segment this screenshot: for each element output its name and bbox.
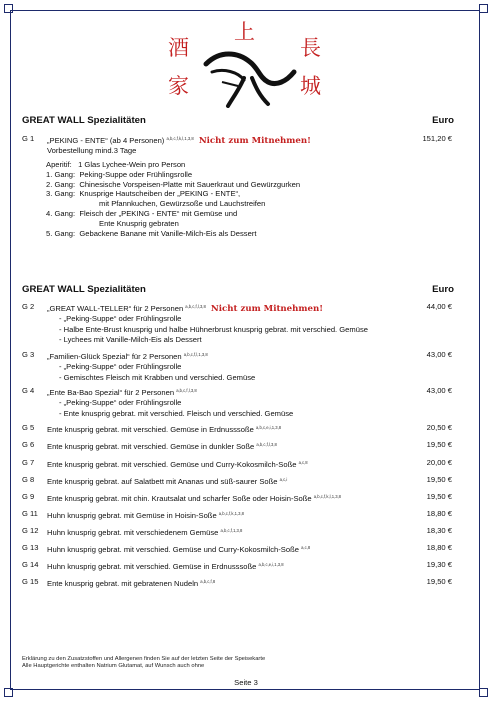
item-code: G 13 <box>22 543 39 552</box>
allergen-codes: a,c,8 <box>301 545 311 550</box>
item-name: Ente knusprig gebrat. mit verschied. Gemüse und Curry-Kokosmilch-Soße <box>47 460 297 469</box>
item-name: Ente knusprig gebrat. mit gebratenen Nudeln <box>47 579 199 588</box>
logo-char: 家 <box>168 74 189 98</box>
peking-duck-course-list <box>46 160 300 238</box>
item-code: G 5 <box>22 423 35 432</box>
item-line: - Lychees mit Vanille-Milch-Eis als Dessert <box>59 334 202 344</box>
item-code: G 1 <box>22 134 35 143</box>
item-price: 20,00 € <box>426 458 452 467</box>
allergen-codes: a,b,c,f,l,3,8 <box>185 304 206 309</box>
item-code: G 2 <box>22 302 35 311</box>
course-line: 4. Gang: Fleisch der „PEKING - ENTE“ mit Gemüse und <box>46 208 238 218</box>
item-code: G 3 <box>22 350 35 359</box>
item-code: G 9 <box>22 492 35 501</box>
item-line: - Gemischtes Fleisch mit Krabben und verschied. Gemüse <box>59 372 256 382</box>
item-name: Huhn knusprig gebrat. mit verschied. Gemüse und Curry-Kokosmilch-Soße <box>47 545 299 554</box>
logo-char: 上 <box>234 20 255 44</box>
allergen-codes: a,b,c,f,l,3,8 <box>176 388 197 393</box>
item-price: 18,30 € <box>426 526 452 535</box>
section-header <box>22 115 462 126</box>
item-price: 19,50 € <box>426 440 452 449</box>
section-title: GREAT WALL Spezialitäten <box>22 284 146 295</box>
item-name: Huhn knusprig gebrat. mit verschiedenem Gemüse <box>47 528 219 537</box>
logo-char: 長 <box>300 36 321 60</box>
item-code: G 15 <box>22 577 39 586</box>
section-header <box>22 284 462 295</box>
item-line: - „Peking-Suppe“ oder Frühlingsrolle <box>59 314 182 324</box>
item-code: G 11 <box>22 509 38 518</box>
logo-char: 酒 <box>168 36 189 60</box>
allergen-codes: a,b,c,f,1,3,8 <box>220 528 243 533</box>
item-price: 18,80 € <box>426 543 452 552</box>
item-name: Ente knusprig gebrat. auf Salatbett mit Ananas und süß-saurer Soße <box>47 477 278 486</box>
corner-ornament <box>479 688 488 697</box>
item-price: 18,80 € <box>426 509 452 518</box>
item-line: - „Peking-Suppe“ oder Frühlingsrolle <box>59 362 182 372</box>
course-line: 2. Gang: Chinesische Vorspeisen-Platte mit Sauerkraut und Gewürzgurken <box>46 179 301 189</box>
no-takeaway-note: Nicht zum Mitnehmen! <box>210 304 323 314</box>
item-name: „GREAT WALL-TELLER“ für 2 Personen <box>47 304 184 313</box>
allergen-codes: a,b,c,f,k,1,3,8 <box>218 511 244 516</box>
allergen-codes: a,b,c,f,k,l,1,3,8 <box>313 494 342 499</box>
course-line: 1. Gang: Peking-Suppe oder Frühlingsrolle <box>46 169 193 179</box>
item-code: G 12 <box>22 526 39 535</box>
no-takeaway-note: Nicht zum Mitnehmen! <box>198 136 311 146</box>
item-code: G 6 <box>22 440 35 449</box>
item-name: Ente knusprig gebrat. mit verschied. Gemüse in Erdnusssoße <box>47 425 254 434</box>
allergen-footnote <box>22 656 265 670</box>
allergen-codes: a,c,i <box>279 477 288 482</box>
footnote-line: Erklärung zu den Zusatzstoffen und Allergenen finden Sie auf der letzten Seite der Speisekarte <box>22 656 266 662</box>
item-price: 19,50 € <box>426 492 452 501</box>
item-price: 151,20 € <box>422 134 452 143</box>
course-line: 5. Gang: Gebackene Banane mit Vanille-Milch-Eis als Dessert <box>46 228 257 238</box>
restaurant-logo <box>160 20 330 110</box>
page-number: Seite 3 <box>234 678 258 687</box>
item-name: Ente knusprig gebrat. mit chin. Krautsalat und scharfer Soße oder Hoisin-Soße <box>47 494 312 503</box>
item-name: Ente knusprig gebrat. mit verschied. Gemüse in dunkler Soße <box>47 442 255 451</box>
course-line: mit Pfannkuchen, Gewürzsoße und Lauchstreifen <box>99 199 266 209</box>
item-price: 43,00 € <box>426 386 452 395</box>
item-price: 19,50 € <box>426 577 452 586</box>
course-line: Aperitif: 1 Glas Lychee-Wein pro Person <box>46 160 186 169</box>
item-line: - Ente knusprig gebrat. mit verschied. Fleisch und verschied. Gemüse <box>59 408 294 418</box>
euro-column-label: Euro <box>432 284 454 295</box>
allergen-codes: a,b,c,f,8 <box>200 579 216 584</box>
item-code: G 4 <box>22 386 35 395</box>
euro-column-label: Euro <box>432 115 454 126</box>
footnote-line: Alle Hauptgerichte enthalten Natrium Glutamat, auf Wunsch auch ohne <box>22 663 205 670</box>
corner-ornament <box>4 4 13 13</box>
item-name: „PEKING - ENTE“ (ab 4 Personen) <box>47 136 165 145</box>
item-price: 19,50 € <box>426 475 452 484</box>
item-name: Huhn knusprig gebrat. mit verschied. Gemüse in Erdnusssoße <box>47 562 257 571</box>
item-line: - „Peking-Suppe“ oder Frühlingsrolle <box>59 398 182 408</box>
allergen-codes: a,b,c,f,k,l,1,3,8 <box>166 136 194 141</box>
item-name: „Familien-Glück Spezial“ für 2 Personen <box>47 352 182 361</box>
great-wall-brush-icon <box>198 42 298 108</box>
item-code: G 8 <box>22 475 35 484</box>
corner-ornament <box>479 4 488 13</box>
allergen-codes: a,b,c,f,l,3,8 <box>256 442 277 447</box>
item-line: - Halbe Ente-Brust knusprig und halbe Hühnerbrust knusprig gebrat. mit verschied. Gemüse <box>59 324 368 334</box>
item-price: 19,30 € <box>426 560 452 569</box>
item-name: „Ente Ba-Bao Spezial“ für 2 Personen <box>47 388 175 397</box>
item-code: G 14 <box>22 560 39 569</box>
allergen-codes: a,c,8 <box>298 460 308 465</box>
item-code: G 7 <box>22 458 35 467</box>
allergen-codes: a,b,c,e,i,1,3,8 <box>258 562 284 567</box>
course-line: Ente Knusprig gebraten <box>99 218 179 228</box>
item-price: 20,50 € <box>426 423 452 432</box>
item-price: 43,00 € <box>426 350 452 359</box>
item-name: Huhn knusprig gebrat. mit Gemüse in Hoisin-Soße <box>47 511 217 520</box>
allergen-codes: a,b,c,f,l,1,3,8 <box>183 352 208 357</box>
allergen-codes: a,b,c,e,i,1,3,8 <box>255 425 282 430</box>
corner-ornament <box>4 688 13 697</box>
section-title: GREAT WALL Spezialitäten <box>22 115 146 126</box>
course-line: 3. Gang: Knusprige Hautscheiben der „PEKING - ENTE“, <box>46 189 241 199</box>
item-note: Vorbestellung mind.3 Tage <box>47 146 137 156</box>
logo-char: 城 <box>300 74 321 98</box>
item-price: 44,00 € <box>426 302 452 311</box>
